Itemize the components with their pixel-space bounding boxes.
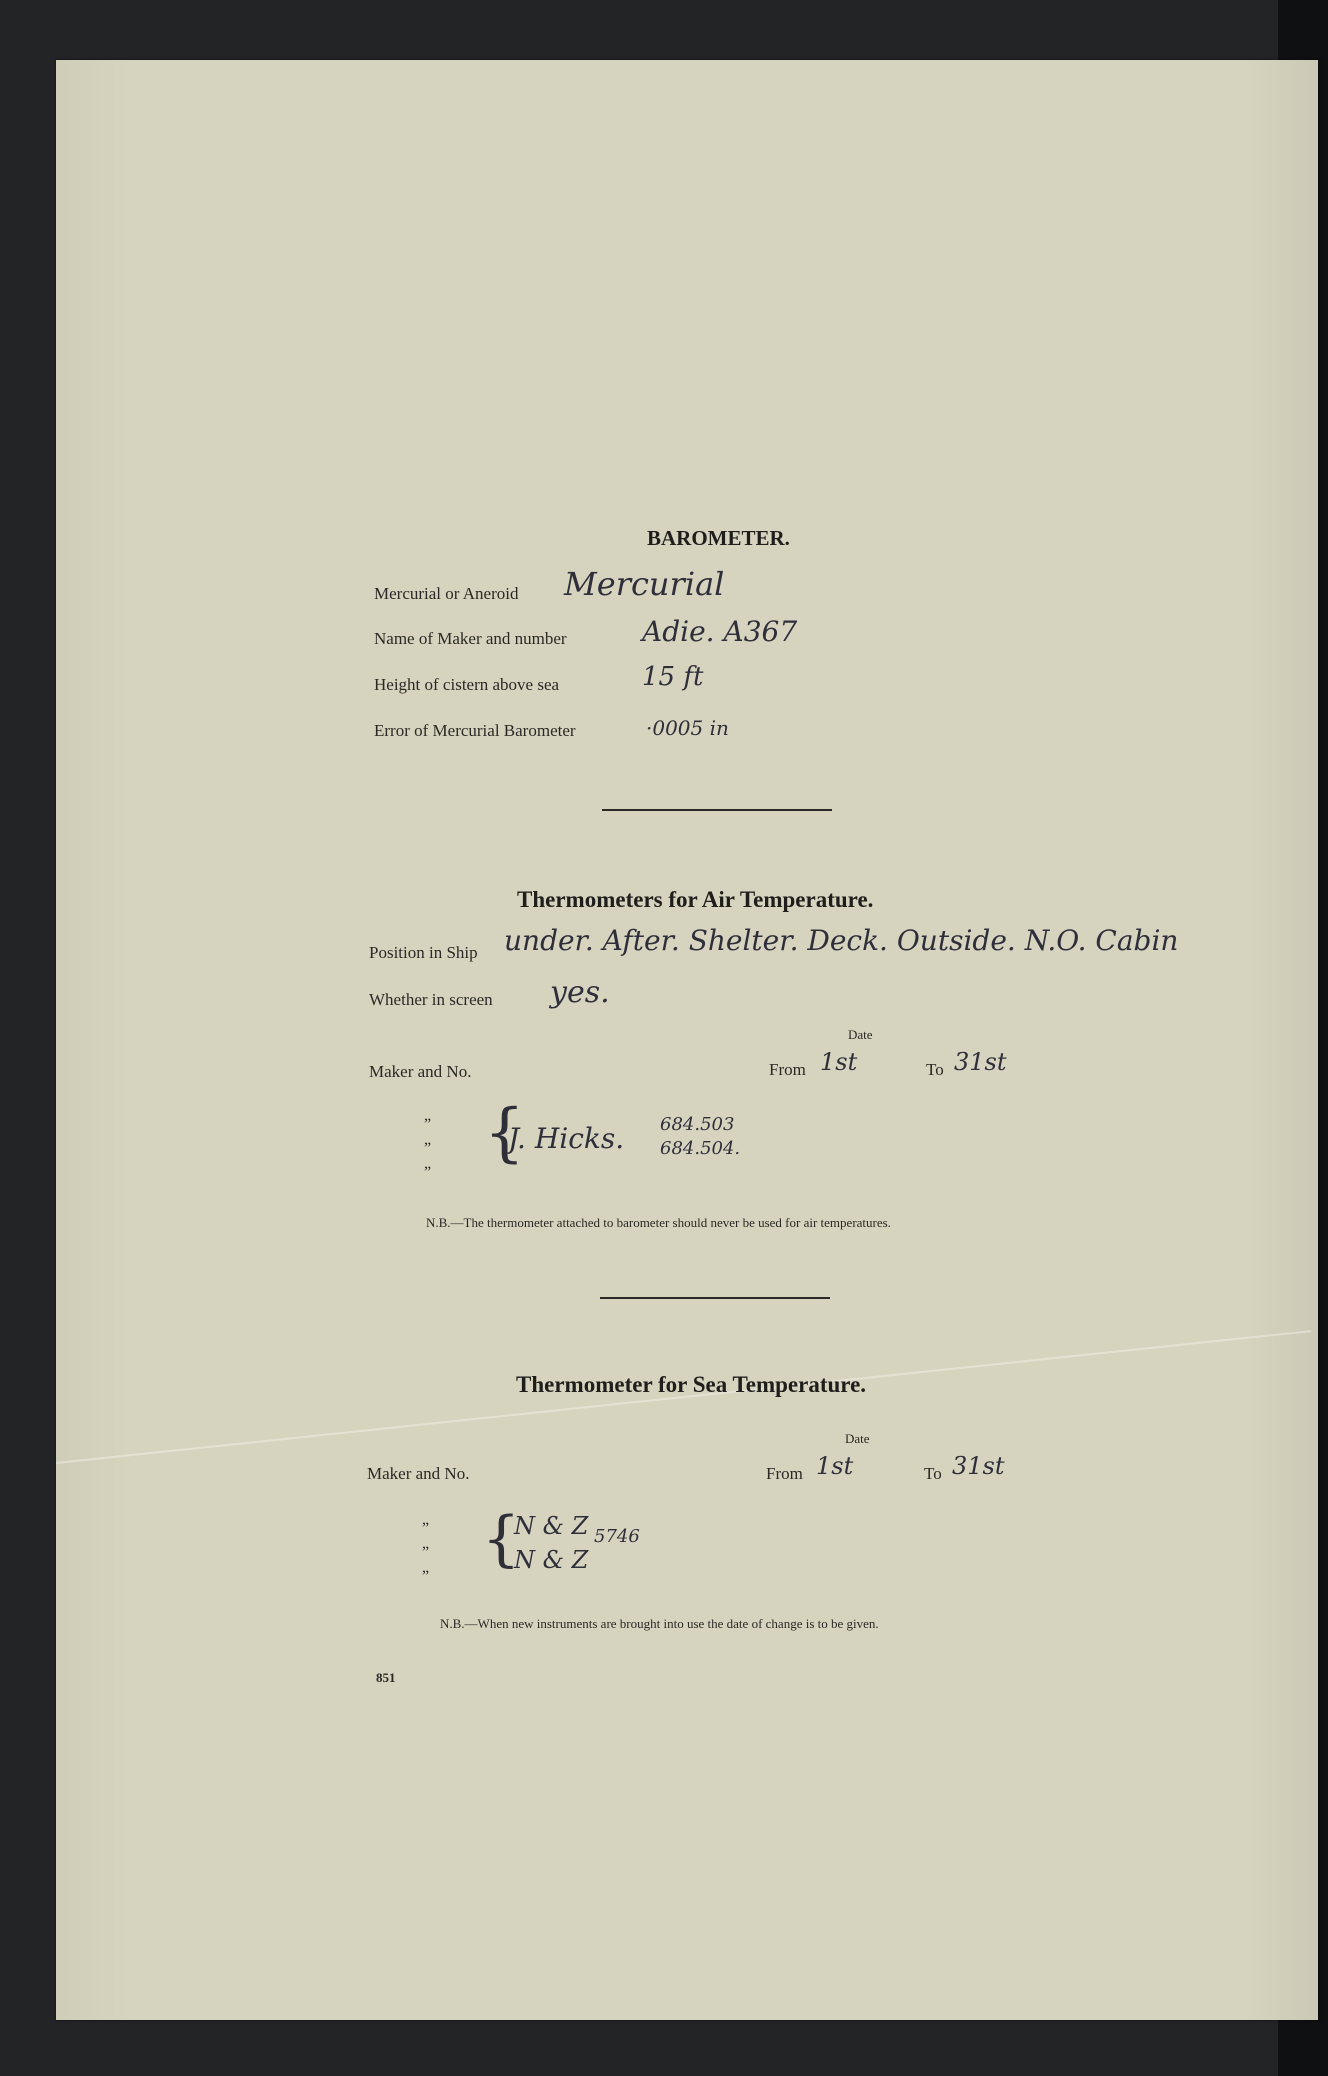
section-divider-2 — [600, 1297, 830, 1299]
section-divider-1 — [602, 809, 832, 811]
sea-entry: N & Z — [514, 1512, 589, 1540]
air-maker-value: J. Hicks. — [508, 1122, 625, 1155]
position-label: Position in Ship — [369, 943, 478, 962]
brace-icon: { — [482, 1504, 521, 1574]
sea-to-value: 31st — [952, 1452, 1005, 1480]
air-heading: Thermometers for Air Temperature. — [517, 887, 874, 912]
sea-heading: Thermometer for Sea Temperature. — [516, 1372, 867, 1397]
sea-to-label: To — [924, 1464, 942, 1483]
ditto-mark: ” — [422, 1568, 430, 1585]
air-maker-label: Maker and No. — [369, 1062, 472, 1081]
mercurial-value: Mercurial — [564, 565, 725, 603]
position-value: under. After. Shelter. Deck. Outside. N.O. Cabin — [504, 924, 1179, 957]
error-label: Error of Mercurial Barometer — [374, 721, 576, 740]
height-value: 15 ft — [642, 662, 704, 692]
height-label: Height of cistern above sea — [374, 675, 560, 694]
log-form-page — [56, 60, 1318, 2020]
ditto-mark: ” — [424, 1164, 432, 1181]
error-value: ·0005 in — [646, 716, 729, 740]
sea-from-value: 1st — [816, 1452, 854, 1480]
sea-maker-label: Maker and No. — [367, 1464, 470, 1483]
air-number: 684.504. — [660, 1138, 741, 1159]
brace-icon: { — [484, 1096, 525, 1170]
sea-number: 5746 — [594, 1526, 640, 1547]
air-from-label: From — [769, 1060, 806, 1079]
ditto-mark: ” — [422, 1544, 430, 1561]
screen-label: Whether in screen — [369, 990, 493, 1009]
air-to-value: 31st — [954, 1048, 1007, 1076]
mercurial-label: Mercurial or Aneroid — [374, 584, 519, 603]
air-note: N.B.—The thermometer attached to barometer should never be used for air temperatures. — [426, 1215, 891, 1230]
sea-note: N.B.—When new instruments are brought into use the date of change is to be given. — [440, 1616, 879, 1631]
maker-value: Adie. A367 — [642, 615, 798, 648]
form-number: 851 — [376, 1670, 396, 1685]
ditto-mark: ” — [424, 1140, 432, 1157]
sea-from-label: From — [766, 1464, 803, 1483]
air-to-label: To — [926, 1060, 944, 1079]
barometer-heading: BAROMETER. — [647, 526, 790, 550]
ditto-mark: ” — [422, 1520, 430, 1537]
sea-date-label: Date — [845, 1431, 870, 1446]
sea-entry: N & Z — [514, 1546, 589, 1574]
air-from-value: 1st — [820, 1048, 858, 1076]
ditto-mark: ” — [424, 1116, 432, 1133]
air-number: 684.503 — [660, 1114, 735, 1135]
maker-label: Name of Maker and number — [374, 629, 567, 648]
screen-value: yes. — [550, 975, 610, 1010]
air-date-label: Date — [848, 1027, 873, 1042]
